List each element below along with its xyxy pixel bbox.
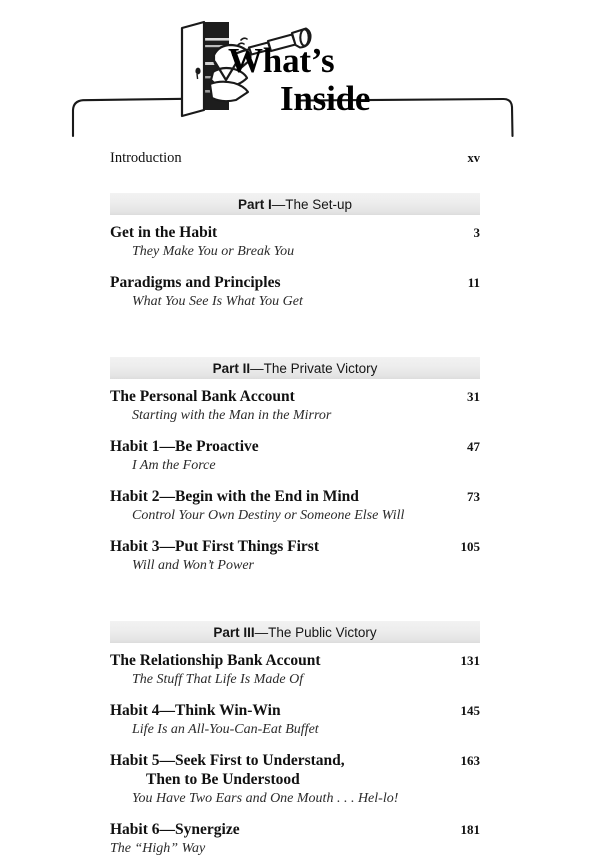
page-header — [0, 0, 612, 145]
toc-entry[interactable] — [110, 820, 480, 858]
spacer — [110, 525, 480, 537]
toc-entry-title: Habit 3—Put First Things First — [110, 538, 319, 555]
toc-entry[interactable] — [110, 437, 480, 475]
toc-entry-page-number: 47 — [467, 439, 480, 454]
toc-entry-subtitle: Control Your Own Destiny or Someone Else Will — [132, 508, 405, 523]
toc-entry-title: Introduction — [110, 150, 182, 166]
toc-section — [110, 193, 480, 311]
toc-entry-row — [110, 273, 480, 292]
toc-entry[interactable] — [110, 223, 480, 261]
part-title-label: —The Set-up — [271, 196, 353, 212]
part-number-label: Part II — [212, 360, 251, 376]
toc-entry-title: The Personal Bank Account — [110, 388, 295, 405]
toc-entry[interactable] — [110, 537, 480, 575]
toc-entry-title: Habit 5—Seek First to Understand, Then to Be Understood — [110, 751, 454, 789]
toc-entry-subtitle: Will and Won’t Power — [132, 558, 254, 573]
spacer — [110, 425, 480, 437]
toc-section — [110, 357, 480, 575]
toc-entry-title: Habit 4—Think Win-Win — [110, 702, 281, 719]
toc-entry-subtitle: The Stuff That Life Is Made Of — [132, 672, 304, 687]
part-number-label: Part I — [237, 196, 272, 212]
toc-entry-row — [110, 751, 480, 789]
toc-entry-page-number: 31 — [467, 389, 480, 404]
toc-entry-row — [110, 820, 480, 839]
toc-entry-subtitle: The “High” Way — [110, 841, 206, 856]
spacer — [110, 475, 480, 487]
part-title-label: —The Private Victory — [250, 360, 378, 376]
page-title-line-2: Inside — [280, 79, 371, 118]
toc-entry-title: Habit 2—Begin with the End in Mind — [110, 488, 359, 505]
spacer — [110, 311, 480, 357]
spacer — [110, 575, 480, 621]
toc-entry-subtitle: What You See Is What You Get — [132, 294, 303, 309]
toc-entry-page-number: 3 — [473, 225, 480, 240]
spacer — [110, 215, 480, 223]
toc-entry-title: Get in the Habit — [110, 224, 218, 241]
spacer — [110, 689, 480, 701]
toc-entry-page-number: 131 — [460, 653, 480, 668]
part-header-label — [213, 625, 376, 640]
toc-entry-page-number: 11 — [467, 275, 480, 290]
toc-entry-title: Habit 6—Synergize — [110, 821, 240, 838]
toc-entry-row — [110, 387, 480, 406]
toc-entry-title: Paradigms and Principles — [110, 274, 281, 291]
toc-entry-title-line-2: Then to Be Understood — [146, 771, 300, 788]
toc-entry[interactable] — [110, 273, 480, 311]
toc-entry[interactable] — [110, 487, 480, 525]
toc-entry[interactable] — [110, 751, 480, 808]
spacer — [110, 379, 480, 387]
spacer — [110, 739, 480, 751]
toc-entry-page-number: 145 — [460, 703, 480, 718]
toc-entry[interactable] — [110, 701, 480, 739]
toc-sections — [110, 193, 480, 858]
toc-entry-introduction[interactable] — [110, 150, 480, 167]
toc-entry[interactable] — [110, 651, 480, 689]
part-header-bar — [110, 357, 480, 379]
spacer — [110, 643, 480, 651]
toc-entry-row — [110, 487, 480, 506]
page-title — [228, 42, 528, 118]
toc-entry-page-number: 181 — [460, 822, 480, 837]
spacer — [110, 808, 480, 820]
part-number-label: Part III — [213, 624, 255, 640]
toc-entry-row — [110, 651, 480, 670]
table-of-contents — [110, 150, 480, 858]
toc-entry-row — [110, 223, 480, 242]
toc-entry-row — [110, 537, 480, 556]
part-title-label: —The Public Victory — [254, 624, 377, 640]
toc-entry-subtitle: I Am the Force — [132, 458, 216, 473]
part-header-label — [238, 197, 352, 212]
toc-entry-page-number: 73 — [467, 489, 480, 504]
part-header-bar — [110, 193, 480, 215]
toc-entry-subtitle: Life Is an All-You-Can-Eat Buffet — [132, 722, 319, 737]
toc-section — [110, 621, 480, 858]
toc-entry-row — [110, 437, 480, 456]
part-header-label — [213, 361, 378, 376]
toc-entry-subtitle: They Make You or Break You — [132, 244, 295, 259]
toc-entry-row — [110, 701, 480, 720]
toc-entry-subtitle: You Have Two Ears and One Mouth . . . Hel-lo! — [132, 791, 399, 806]
toc-entry[interactable] — [110, 387, 480, 425]
toc-entry-title: The Relationship Bank Account — [110, 652, 321, 669]
spacer — [110, 167, 480, 193]
toc-entry-title: Habit 1—Be Proactive — [110, 438, 259, 455]
toc-entry-page-number: 163 — [460, 753, 480, 768]
spacer — [110, 261, 480, 273]
part-header-bar — [110, 621, 480, 643]
toc-entry-subtitle: Starting with the Man in the Mirror — [132, 408, 332, 423]
toc-entry-page-number: 105 — [460, 539, 480, 554]
page-title-line-1: What’s — [228, 41, 335, 80]
toc-entry-page-number: xv — [467, 151, 480, 165]
